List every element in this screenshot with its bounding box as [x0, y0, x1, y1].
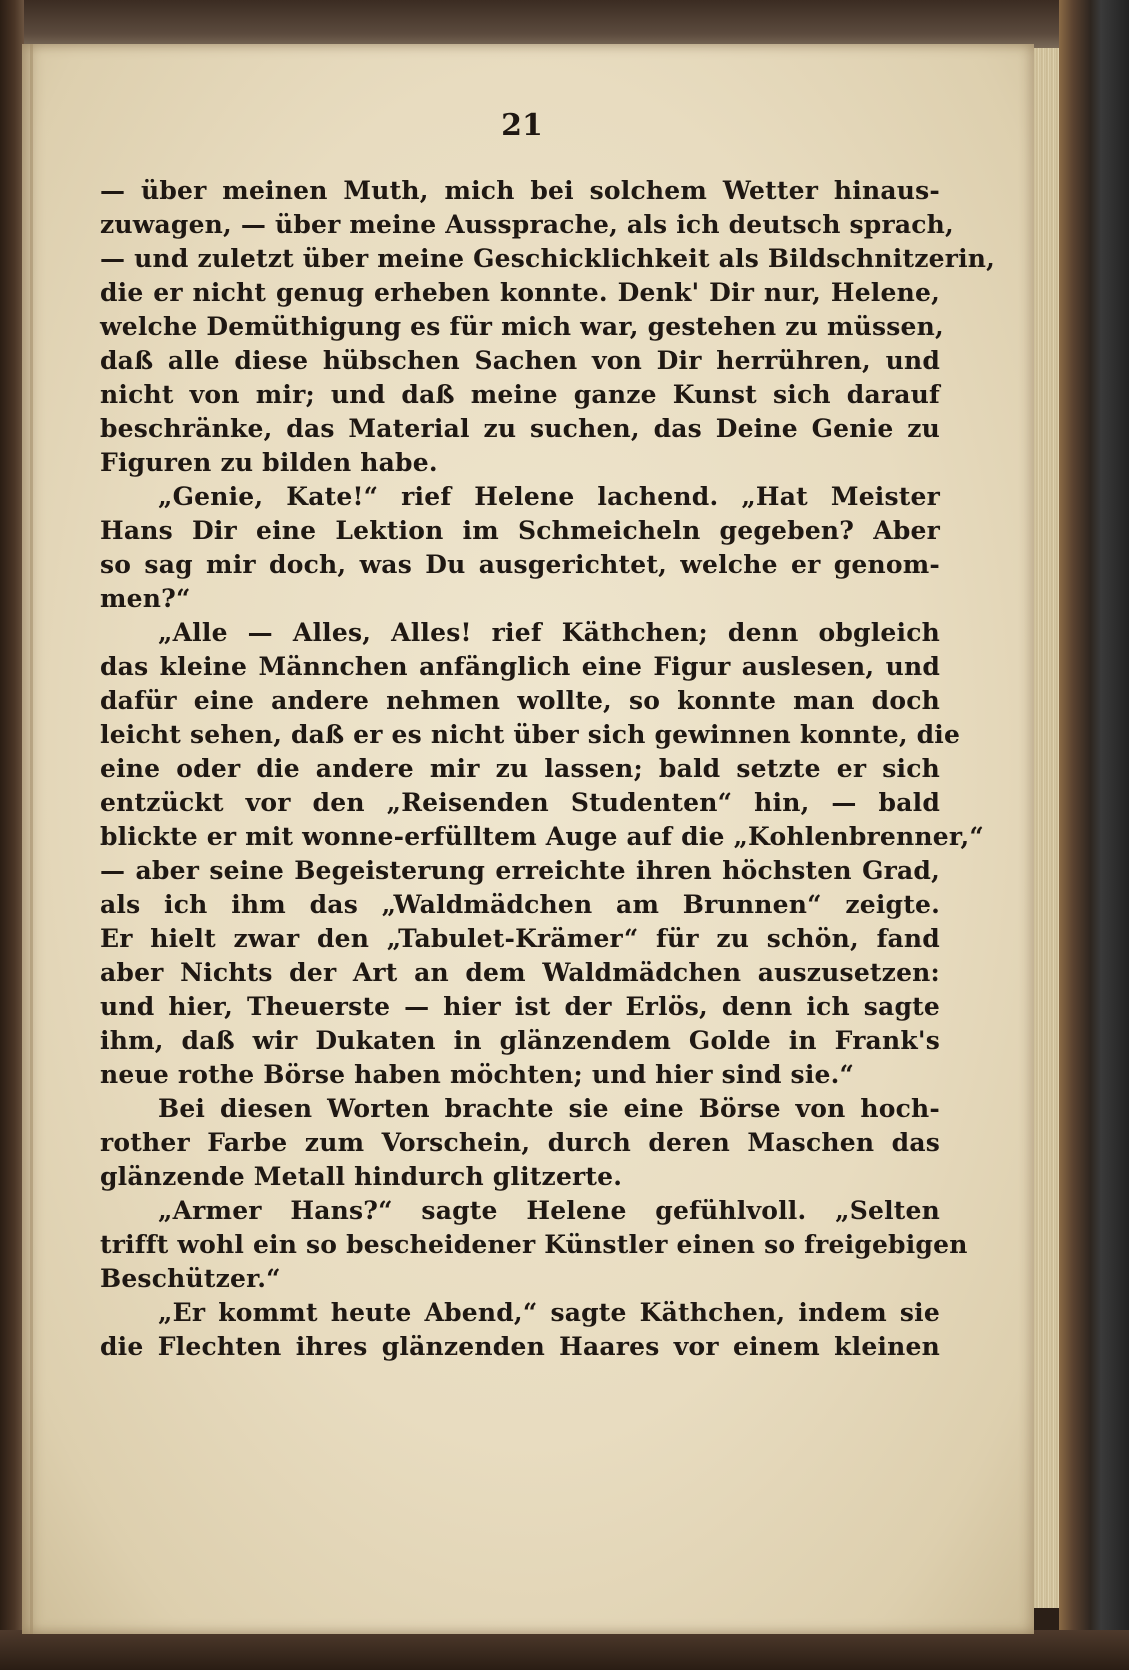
body-text: [100, 174, 996, 1364]
text-line: Beschützer.“: [100, 1264, 281, 1293]
text-line: dafür eine andere nehmen wollte, so konnte man doch: [100, 686, 940, 715]
text-line: entzückt vor den „Reisenden Studenten“ hin, — bald: [100, 788, 940, 817]
text-line: — über meinen Muth, mich bei solchem Wetter hinaus-: [100, 176, 940, 205]
text-line: — aber seine Begeisterung erreichte ihren höchsten Grad,: [100, 856, 940, 885]
book-cover-bottom: [0, 1630, 1129, 1670]
gutter-shadow: [30, 44, 33, 1634]
text-line: Hans Dir eine Lektion im Schmeicheln gegeben? Aber: [100, 516, 940, 545]
text-line: die er nicht genug erheben konnte. Denk' Dir nur, Helene,: [100, 278, 940, 307]
text-line: und hier, Theuerste — hier ist der Erlös, denn ich sagte: [100, 992, 940, 1021]
text-line: Bei diesen Worten brachte sie eine Börse von hoch-: [158, 1094, 940, 1123]
text-line: als ich ihm das „Waldmädchen am Brunnen“ zeigte.: [100, 890, 940, 919]
text-line: blickte er mit wonne-erfülltem Auge auf die „Kohlenbrenner,“: [100, 822, 984, 851]
text-line: daß alle diese hübschen Sachen von Dir herrühren, und: [100, 346, 940, 375]
text-line: — und zuletzt über meine Geschicklichkeit als Bildschnitzerin,: [100, 244, 996, 273]
text-line: das kleine Männchen anfänglich eine Figur auslesen, und: [100, 652, 940, 681]
text-line: so sag mir doch, was Du ausgerichtet, welche er genom-: [100, 550, 940, 579]
text-line: Er hielt zwar den „Tabulet-Krämer“ für zu schön, fand: [100, 924, 940, 953]
page-edges: [1030, 48, 1060, 1608]
book-page: [22, 44, 1034, 1634]
text-line: beschränke, das Material zu suchen, das Deine Genie zu: [100, 414, 940, 443]
book-cover-top: [0, 0, 1129, 48]
text-line: eine oder die andere mir zu lassen; bald setzte er sich: [100, 754, 940, 783]
text-line: „Genie, Kate!“ rief Helene lachend. „Hat Meister: [158, 482, 940, 511]
text-line: zuwagen, — über meine Aussprache, als ich deutsch sprach,: [100, 210, 954, 239]
text-line: nicht von mir; und daß meine ganze Kunst sich darauf: [100, 380, 940, 409]
text-line: welche Demüthigung es für mich war, gestehen zu müssen,: [100, 312, 944, 341]
text-line: leicht sehen, daß er es nicht über sich gewinnen konnte, die: [100, 720, 961, 749]
text-line: Figuren zu bilden habe.: [100, 448, 438, 477]
text-line: „Armer Hans?“ sagte Helene gefühlvoll. „Selten: [158, 1196, 940, 1225]
book-cover-right: [1059, 0, 1129, 1670]
text-line: „Alle — Alles, Alles! rief Käthchen; denn obgleich: [158, 618, 940, 647]
text-line: ihm, daß wir Dukaten in glänzendem Golde in Frank's: [100, 1026, 940, 1055]
page-number: 21: [501, 108, 543, 143]
text-line: aber Nichts der Art an dem Waldmädchen auszusetzen:: [100, 958, 940, 987]
text-line: rother Farbe zum Vorschein, durch deren Maschen das: [100, 1128, 940, 1157]
text-line: trifft wohl ein so bescheidener Künstler einen so freigebigen: [100, 1230, 968, 1259]
text-line: „Er kommt heute Abend,“ sagte Käthchen, indem sie: [158, 1298, 940, 1327]
text-line: men?“: [100, 584, 191, 613]
text-line: glänzende Metall hindurch glitzerte.: [100, 1162, 623, 1191]
text-line: neue rothe Börse haben möchten; und hier sind sie.“: [100, 1060, 855, 1089]
book-cover-left: [0, 0, 24, 1670]
text-line: die Flechten ihres glänzenden Haares vor einem kleinen: [100, 1332, 940, 1361]
